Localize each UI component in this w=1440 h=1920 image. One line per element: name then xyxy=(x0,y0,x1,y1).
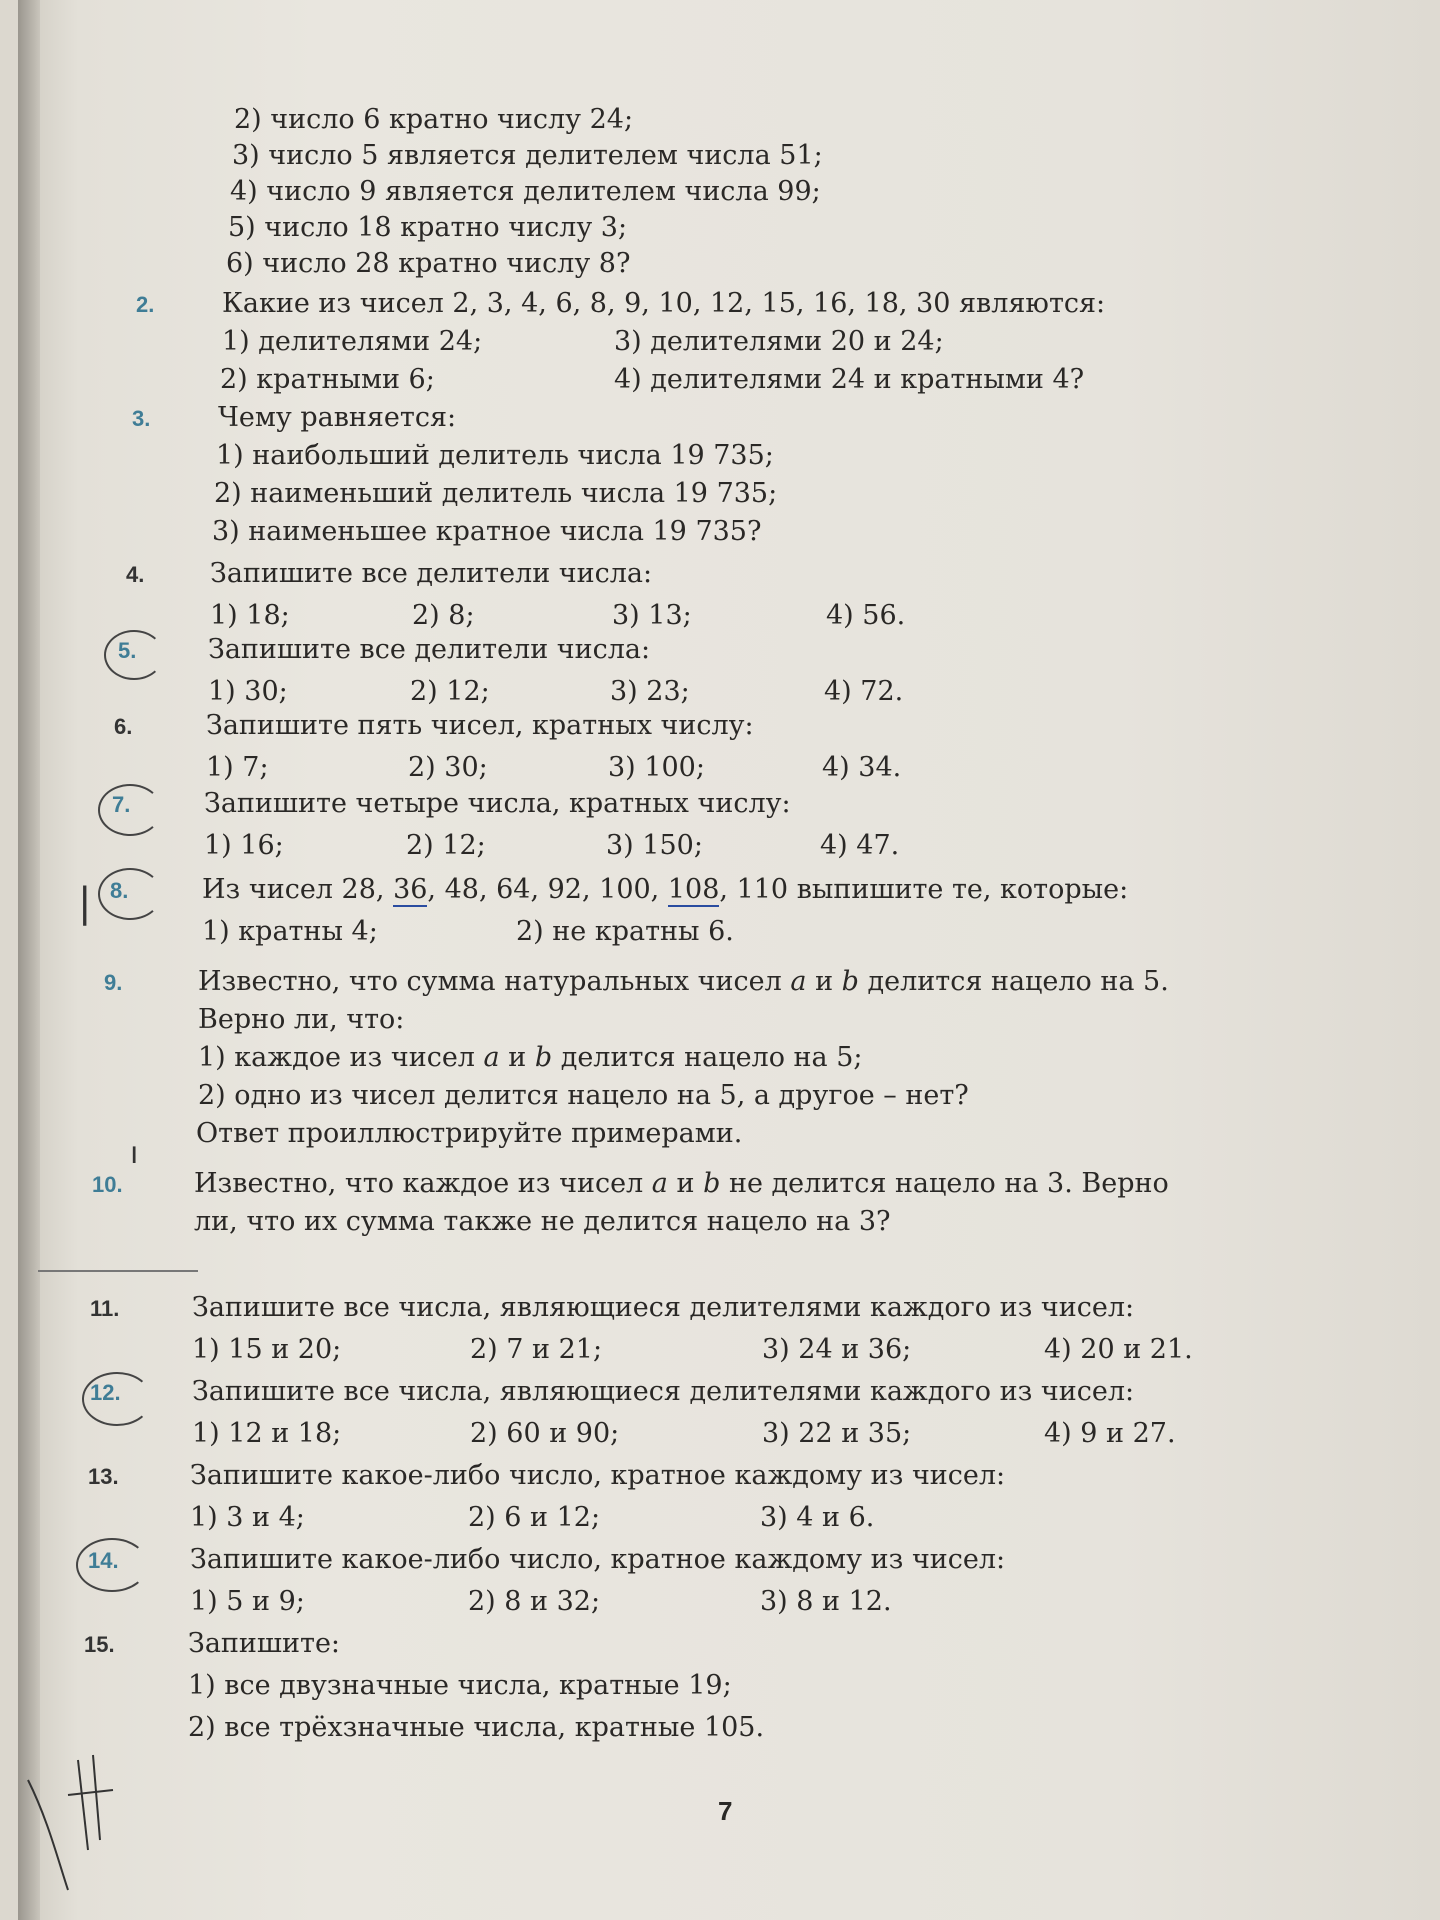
option: 1) 3 и 4; xyxy=(190,1502,305,1533)
option: 2) 12; xyxy=(410,676,490,707)
item-text: Верно ли, что: xyxy=(198,1004,405,1035)
item-text: Ответ проиллюстрируйте примерами. xyxy=(196,1118,743,1149)
variable-a: a xyxy=(483,1042,500,1073)
list-item xyxy=(18,1004,1418,1040)
exercise-10 xyxy=(18,1168,1418,1204)
option: 4) 56. xyxy=(826,600,906,631)
variable-b: b xyxy=(534,1042,553,1073)
exercise-text xyxy=(194,1168,1169,1199)
text-part: , 110 выпишите те, которые: xyxy=(719,874,1129,905)
text-part: и xyxy=(499,1042,535,1073)
item-text: 1) наибольший делитель числа 19 735; xyxy=(216,440,774,471)
exercise-number: 10. xyxy=(92,1172,123,1197)
option: 3) 100; xyxy=(608,752,705,783)
exercise-3 xyxy=(18,402,1418,438)
exercise-text: Запишите четыре числа, кратных числу: xyxy=(204,788,791,819)
option: 1) 18; xyxy=(210,600,290,631)
exercise-2-options-a xyxy=(18,326,1418,362)
exercise-4 xyxy=(18,558,1418,594)
list-item xyxy=(18,1118,1418,1154)
list-item xyxy=(18,140,1418,176)
exercise-number: 13. xyxy=(88,1464,119,1489)
exercise-2-options-b xyxy=(18,364,1418,400)
option: 1) 30; xyxy=(208,676,288,707)
item-text: 2) число 6 кратно числу 24; xyxy=(234,104,634,135)
option: 1) 7; xyxy=(206,752,269,783)
option: 3) 13; xyxy=(612,600,692,631)
variable-a: a xyxy=(651,1168,668,1199)
text-part: Известно, что сумма натуральных чисел xyxy=(198,966,791,997)
exercise-13 xyxy=(18,1460,1418,1496)
option: 3) 150; xyxy=(606,830,703,861)
exercise-11 xyxy=(18,1292,1418,1328)
pen-scribble xyxy=(18,1740,138,1900)
text-part: и xyxy=(806,966,842,997)
exercise-4-options xyxy=(18,600,1418,636)
exercise-2 xyxy=(18,288,1418,324)
exercise-13-options xyxy=(18,1502,1418,1538)
option: 4) 47. xyxy=(820,830,900,861)
item-text: 3) число 5 является делителем числа 51; xyxy=(232,140,823,171)
exercise-number: 12. xyxy=(90,1380,121,1405)
text-part: делится нацело на 5; xyxy=(552,1042,863,1073)
exercise-12 xyxy=(18,1376,1418,1412)
option: 3) 4 и 6. xyxy=(760,1502,875,1533)
text-part: и xyxy=(667,1168,704,1199)
option: 1) кратны 4; xyxy=(202,916,378,947)
exercise-8 xyxy=(18,874,1418,910)
item-text: 5) число 18 кратно числу 3; xyxy=(228,212,628,243)
pen-tick-mark: | xyxy=(78,880,92,926)
option: 3) 22 и 35; xyxy=(762,1418,912,1449)
option: 4) 72. xyxy=(824,676,904,707)
text-part: , 48, 64, 92, 100, xyxy=(427,874,668,905)
exercise-text: Запишите какое-либо число, кратное каждому из чисел: xyxy=(190,1544,1006,1575)
page-number: 7 xyxy=(718,1796,733,1826)
exercise-12-options xyxy=(18,1418,1418,1454)
exercise-14-options xyxy=(18,1586,1418,1622)
text-part: 1) каждое из чисел xyxy=(198,1042,484,1073)
exercise-7 xyxy=(18,788,1418,824)
exercise-text: Запишите: xyxy=(188,1628,341,1659)
exercise-text: Запишите какое-либо число, кратное каждому из чисел: xyxy=(190,1460,1006,1491)
item-text: 3) наименьшее кратное числа 19 735? xyxy=(212,516,762,547)
option: 1) 16; xyxy=(204,830,284,861)
list-item xyxy=(18,248,1418,284)
list-item xyxy=(18,1042,1418,1078)
option: 1) 12 и 18; xyxy=(192,1418,342,1449)
exercise-number: 7. xyxy=(112,792,131,817)
exercise-6 xyxy=(18,710,1418,746)
exercise-text xyxy=(198,966,1169,997)
underlined-number: 36 xyxy=(393,874,428,905)
exercise-5-options xyxy=(18,676,1418,712)
exercise-11-options xyxy=(18,1334,1418,1370)
exercise-number: 5. xyxy=(118,638,137,663)
option: 3) делителями 20 и 24; xyxy=(614,326,944,357)
item-text: 6) число 28 кратно числу 8? xyxy=(226,248,631,279)
exercise-text: Какие из чисел 2, 3, 4, 6, 8, 9, 10, 12, 15, 16, 18, 30 являются: xyxy=(222,288,1106,319)
exercise-number: 15. xyxy=(84,1632,115,1657)
variable-b: b xyxy=(703,1168,721,1199)
text-part: Известно, что каждое из чисел xyxy=(194,1168,652,1199)
option: 2) 8; xyxy=(412,600,475,631)
exercise-text: Запишите все делители числа: xyxy=(208,634,651,665)
option: 4) делителями 24 и кратными 4? xyxy=(614,364,1085,395)
exercise-8-options xyxy=(18,916,1418,952)
exercise-number: 2. xyxy=(136,292,155,317)
exercise-number: 6. xyxy=(114,714,133,739)
exercise-6-options xyxy=(18,752,1418,788)
option: 4) 34. xyxy=(822,752,902,783)
item-text: 2) все трёхзначные числа, кратные 105. xyxy=(188,1712,765,1743)
option: 2) 8 и 32; xyxy=(468,1586,601,1617)
variable-a: a xyxy=(790,966,807,997)
list-item xyxy=(18,478,1418,514)
item-text: ли, что их сумма также не делится нацело на 3? xyxy=(194,1206,891,1237)
list-item xyxy=(18,440,1418,476)
option: 2) 60 и 90; xyxy=(470,1418,620,1449)
exercise-text: Запишите все делители числа: xyxy=(210,558,653,589)
option: 2) не кратны 6. xyxy=(516,916,734,947)
list-item xyxy=(18,104,1418,140)
underlined-number: 108 xyxy=(667,874,720,905)
list-item xyxy=(18,1080,1418,1116)
option: 2) 30; xyxy=(408,752,488,783)
exercise-5 xyxy=(18,634,1418,670)
item-text: 2) наименьший делитель числа 19 735; xyxy=(214,478,778,509)
list-item xyxy=(18,176,1418,212)
option: 3) 8 и 12. xyxy=(760,1586,892,1617)
exercise-text: Запишите все числа, являющиеся делителями каждого из чисел: xyxy=(192,1376,1135,1407)
option: 1) делителями 24; xyxy=(222,326,483,357)
exercise-7-options xyxy=(18,830,1418,866)
option: 2) кратными 6; xyxy=(220,364,435,395)
list-item xyxy=(18,1670,1418,1706)
exercise-14 xyxy=(18,1544,1418,1580)
exercise-15 xyxy=(18,1628,1418,1664)
text-part: Из чисел 28, xyxy=(202,874,394,905)
exercise-9 xyxy=(18,966,1418,1002)
item-text: 4) число 9 является делителем числа 99; xyxy=(230,176,821,207)
exercise-text xyxy=(202,874,1128,905)
item-text xyxy=(198,1042,863,1073)
exercise-text: Запишите все числа, являющиеся делителями каждого из чисел: xyxy=(192,1292,1135,1323)
option: 1) 15 и 20; xyxy=(192,1334,342,1365)
option: 3) 23; xyxy=(610,676,690,707)
item-text: 2) одно из чисел делится нацело на 5, а другое – нет? xyxy=(198,1080,969,1111)
list-item xyxy=(18,516,1418,552)
exercise-number: 3. xyxy=(132,406,151,431)
exercise-text: Чему равняется: xyxy=(218,402,457,433)
option: 4) 20 и 21. xyxy=(1044,1334,1193,1365)
section-divider xyxy=(38,1270,198,1272)
option: 4) 9 и 27. xyxy=(1044,1418,1176,1449)
item-text: 1) все двузначные числа, кратные 19; xyxy=(188,1670,732,1701)
pen-tick-mark: ı xyxy=(130,1136,139,1171)
variable-b: b xyxy=(841,966,859,997)
textbook-page xyxy=(18,0,1440,1920)
text-part: делится нацело на 5. xyxy=(858,966,1169,997)
option: 2) 12; xyxy=(406,830,486,861)
exercise-number: 9. xyxy=(104,970,123,995)
option: 3) 24 и 36; xyxy=(762,1334,912,1365)
exercise-number: 14. xyxy=(88,1548,119,1573)
exercise-number: 4. xyxy=(126,562,145,587)
option: 1) 5 и 9; xyxy=(190,1586,305,1617)
text-part: не делится нацело на 3. Верно xyxy=(720,1168,1169,1199)
list-item xyxy=(18,1206,1418,1242)
list-item xyxy=(18,212,1418,248)
option: 2) 6 и 12; xyxy=(468,1502,601,1533)
exercise-number: 11. xyxy=(90,1296,120,1321)
exercise-number: 8. xyxy=(110,878,129,903)
option: 2) 7 и 21; xyxy=(470,1334,603,1365)
list-item xyxy=(18,1712,1418,1748)
exercise-text: Запишите пять чисел, кратных числу: xyxy=(206,710,754,741)
